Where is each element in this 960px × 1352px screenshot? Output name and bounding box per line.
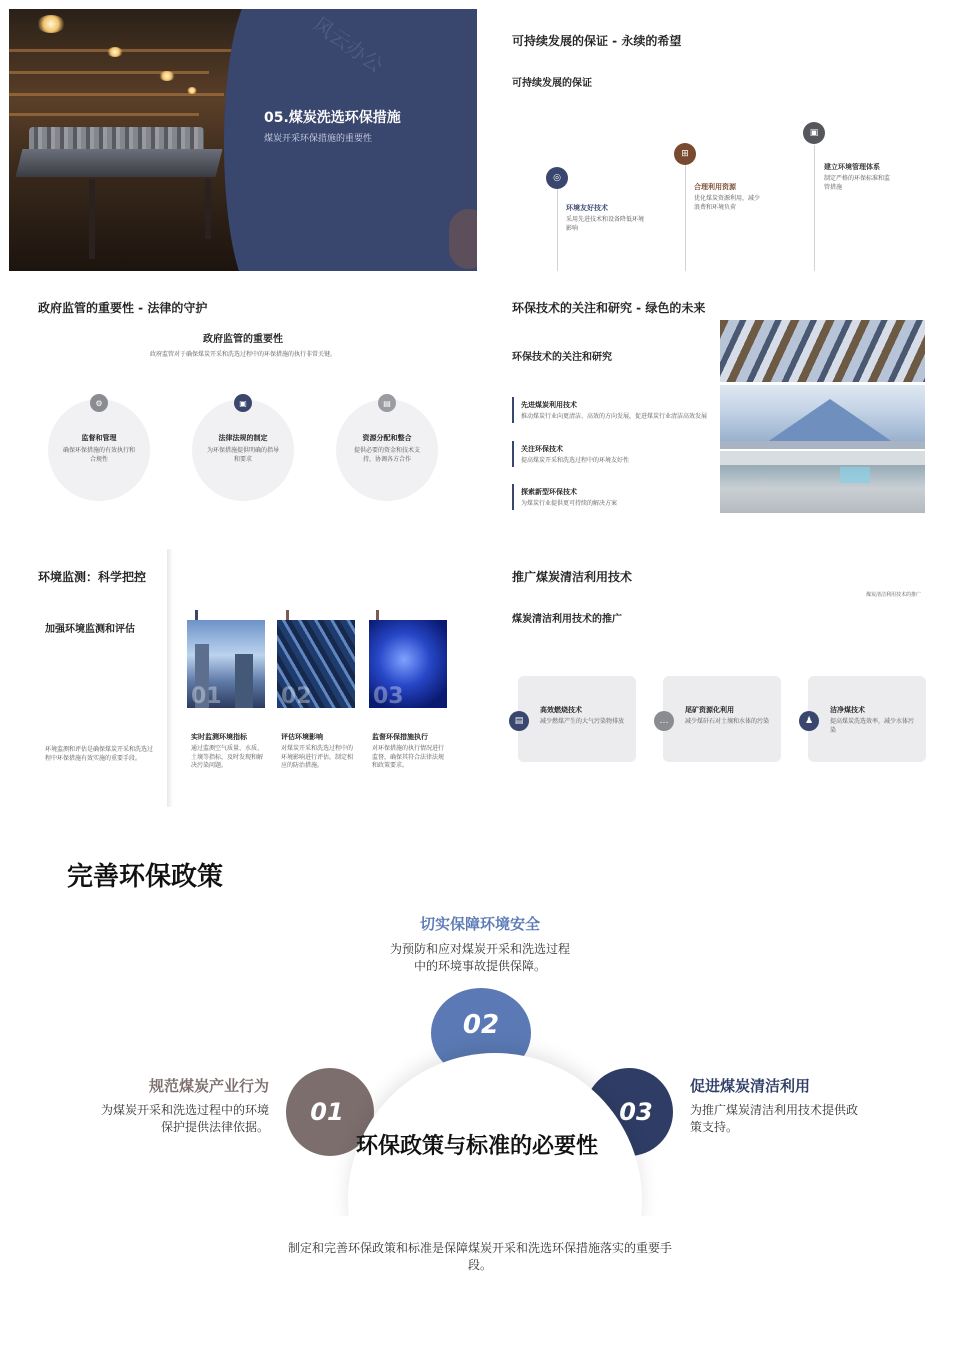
center-mask	[309, 1216, 669, 1340]
users-icon: ♟	[799, 711, 819, 731]
item-text: 对环保措施的执行情况进行监督，确保其符合法律法规和政策要求。	[372, 745, 445, 770]
watermark-text: 风云办公	[308, 11, 388, 78]
item-number: 03	[373, 684, 404, 708]
building-photo	[720, 320, 925, 382]
item-text: 对煤炭开采和洗选过程中的环境影响进行评估，制定相应的防治措施。	[281, 745, 354, 770]
divider	[167, 549, 173, 807]
card-content	[830, 705, 915, 735]
card-text: 提供必要的资金和技术支持，协调各方合作	[353, 447, 420, 463]
settings-icon: ⚙	[90, 394, 108, 412]
item-label: 建立环境管理体系	[824, 163, 880, 171]
slide-desc: 环境监测和评估是确保煤炭开采和洗选过程中环保措施有效实施的重要手段。	[45, 746, 154, 762]
tech-item	[521, 487, 711, 509]
card-label: 洁净煤技术	[830, 706, 865, 714]
item-label: 监督环保措施执行	[372, 733, 428, 741]
slide-subtitle: 环保技术的关注和研究	[512, 352, 612, 363]
slide-subtitle: 加强环境监测和评估	[45, 624, 135, 635]
card-label: 监督和管理	[81, 434, 117, 442]
monitor-item	[191, 732, 267, 771]
card-content	[192, 433, 294, 464]
blue-tech-photo	[369, 620, 447, 708]
point-title: 切实保障环境安全	[419, 915, 540, 933]
item-label: 环境友好技术	[566, 204, 608, 212]
badge-number: 02	[462, 1010, 500, 1040]
point-title: 促进煤炭清洁利用	[690, 1077, 811, 1095]
card-label: 尾矿资源化利用	[685, 706, 734, 714]
center-title: 环保政策与标准的必要性	[355, 1134, 598, 1159]
item-text: 推动煤炭行业向更清洁、高效的方向发展，促进煤炭行业清洁高效发展	[521, 413, 708, 420]
point-text: 为预防和应对煤炭开采和洗选过程中的环境事故提供保障。	[390, 942, 571, 974]
coal-warehouse-photo	[9, 9, 247, 271]
tech-item	[521, 400, 711, 422]
card-content	[48, 433, 150, 464]
glass-building-photo	[277, 620, 355, 708]
slide-title: 环保技术的关注和研究 - 绿色的未来	[512, 301, 706, 315]
item-text: 优化煤炭资源利用，减少浪费和环境负荷	[694, 195, 761, 211]
item-label: 先进煤炭利用技术	[521, 401, 577, 409]
card-text: 确保环保措施的有效执行和合规性	[62, 447, 135, 463]
slide-title: 可持续发展的保证 - 永续的希望	[512, 34, 682, 48]
slide-title: 政府监管的重要性 - 法律的守护	[38, 301, 208, 315]
badge-number: 01	[310, 1098, 344, 1126]
slide-subtitle: 可持续发展的保证	[512, 78, 592, 89]
tech-item	[521, 444, 711, 466]
slide-subtitle: 煤炭清洁利用技术的推广	[512, 614, 622, 625]
card-text: 减少燃煤产生的大气污染物排放	[540, 718, 625, 725]
item-label: 探索新型环保技术	[521, 488, 577, 496]
timeline-item	[566, 203, 646, 233]
image-icon: ▣	[803, 122, 825, 144]
image-icon: ▣	[234, 394, 252, 412]
footer-text: 制定和完善环保政策和标准是保障煤炭开采和洗选环保措施落实的重要手段。	[287, 1241, 672, 1273]
badge-number: 03	[619, 1098, 653, 1126]
document-icon: ▤	[509, 711, 529, 731]
card-label: 资源分配和整合	[362, 434, 412, 442]
point-text: 为煤炭开采和洗选过程中的环境保护提供法律依据。	[100, 1103, 269, 1135]
item-label: 实时监测环境指标	[191, 733, 247, 741]
item-text: 采用先进技术和设备降低环境影响	[566, 216, 645, 232]
slide-title: 推广煤炭清洁利用技术	[512, 570, 633, 584]
hierarchy-icon: ⊞	[674, 143, 696, 165]
slide-monitoring[interactable]	[9, 549, 477, 811]
point-text: 为推广煤炭清洁利用技术提供政策支持。	[690, 1103, 859, 1135]
slide-tech-research[interactable]	[483, 279, 951, 541]
item-label: 评估环境影响	[281, 733, 323, 741]
item-label: 合理利用资源	[694, 183, 736, 191]
card-content	[685, 705, 770, 727]
item-text: 提高煤炭开采和洗选过程中的环境友好性	[521, 457, 630, 464]
skyscraper-photo	[187, 620, 265, 708]
slide-clean-coal[interactable]	[483, 549, 951, 811]
slide-cover[interactable]	[9, 9, 477, 271]
slide-desc: 政府监管对于确保煤炭开采和洗选过程中的环保措施的执行非常关键。	[149, 351, 336, 358]
monitor-item	[281, 732, 357, 771]
slide-sustainability[interactable]	[483, 9, 951, 271]
timeline-item	[824, 162, 894, 192]
slide-title: 完善环保政策	[67, 862, 224, 892]
item-label: 关注环保技术	[521, 445, 563, 453]
slide-subtitle: 政府监管的重要性	[203, 334, 283, 345]
briefcase-icon: ▤	[378, 394, 396, 412]
monitor-item	[372, 732, 448, 771]
item-number: 02	[281, 684, 312, 708]
slide-title: 环境监测：科学把控	[38, 570, 147, 584]
card-label: 法律法规的制定	[218, 434, 268, 442]
plaza-photo	[720, 451, 925, 513]
slide-policy[interactable]	[9, 820, 951, 1340]
cover-accent-shape	[449, 209, 477, 269]
item-text: 通过监测空气质量、水质、土壤等指标，及时发现和解决污染问题。	[191, 745, 264, 770]
target-icon: ◎	[546, 167, 568, 189]
cover-subtitle: 煤炭开采环保措施的重要性	[264, 134, 373, 144]
point-title: 规范煤炭产业行为	[148, 1077, 269, 1095]
timeline-item	[694, 182, 764, 212]
card-text: 提高煤炭洗选效率，减少水体污染	[830, 718, 915, 734]
cover-title: 05.煤炭洗选环保措施	[264, 110, 401, 126]
corner-note: 煤炭清洁利用技术的推广	[865, 592, 921, 598]
card-text: 为环保措施提供明确的指导和要求	[206, 447, 279, 463]
card-content	[336, 433, 438, 464]
card-text: 减少煤矸石对土壤和水体的污染	[685, 718, 770, 725]
card-label: 高效燃烧技术	[540, 706, 582, 714]
slide-government[interactable]	[9, 279, 477, 541]
chat-icon: …	[654, 711, 674, 731]
item-text: 为煤炭行业提供更可持续的解决方案	[521, 500, 618, 507]
item-text: 制定严格的环保标准和监管措施	[824, 175, 891, 191]
item-number: 01	[191, 684, 222, 708]
building-photo	[720, 385, 925, 449]
card-content	[540, 705, 625, 727]
